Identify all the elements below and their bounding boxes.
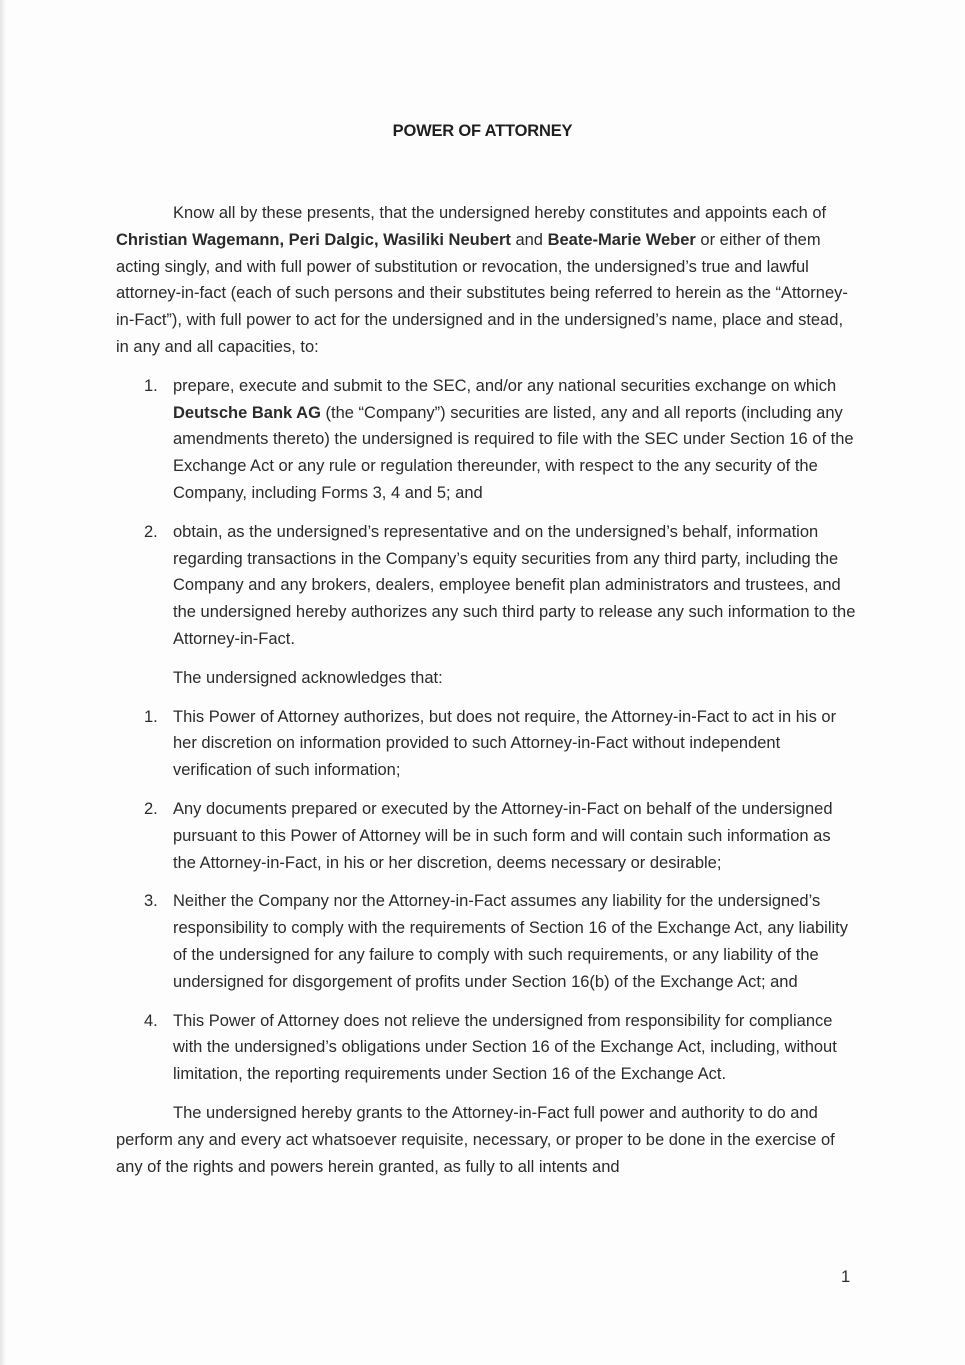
list-number: 1. xyxy=(144,707,158,726)
intro-paragraph xyxy=(116,200,856,361)
attorney-name-last: Beate-Marie Weber xyxy=(547,230,696,249)
page-edge-shadow xyxy=(0,0,6,1365)
intro-text-1: Know all by these presents, that the undersigned hereby constitutes and appoints each of xyxy=(173,204,827,222)
list-item xyxy=(116,373,856,507)
list-number: 3. xyxy=(144,892,158,911)
acknowledgements-list xyxy=(116,704,856,1088)
list-item xyxy=(116,704,856,784)
document-body xyxy=(116,200,856,1180)
attorney-names: Christian Wagemann, Peri Dalgic, Wasiliki Neubert xyxy=(116,230,511,249)
list-number: 2. xyxy=(144,522,158,541)
list-item xyxy=(116,796,856,876)
acknowledgement-3-text: Neither the Company nor the Attorney-in-Fact assumes any liability for the undersigned’s responsibility to comply with the requirements of Section 16 of the Exchange Act, any liability of the undersigned for any failure to comply with such requirements, or any liability of the undersigned for disgorgement of profits under Section 16(b) of the Exchange Act; and xyxy=(173,892,849,991)
acknowledgement-lead: The undersigned acknowledges that: xyxy=(173,668,443,687)
page-number: 1 xyxy=(841,1268,851,1286)
powers-list xyxy=(116,373,856,653)
document-title: POWER OF ATTORNEY xyxy=(392,122,573,140)
closing-paragraph: The undersigned hereby grants to the Attorney-in-Fact full power and authority to do and perform any and every act whatsoever requisite, necessary, or proper to be done in the exercise of any of the rights and powers herein granted, as fully to all intents and xyxy=(116,1103,835,1176)
acknowledgement-2-text: Any documents prepared or executed by the Attorney-in-Fact on behalf of the undersigned pursuant to this Power of Attorney will be in such form and will contain such information as the Attorney-in-Fact, in his or her discretion, deems necessary or desirable; xyxy=(173,799,833,872)
intro-text-3: or either of them acting singly, and with full power of substitution or revocation, the undersigned’s true and lawful attorney-in-fact (each of such persons and their substitutes being referred to herein as the “Attorney-in-Fact”), with full power to act for the undersigned and in the undersigned’s name, place and stead, in any and all capacities, to: xyxy=(116,230,848,356)
company-name: Deutsche Bank AG xyxy=(173,403,321,422)
acknowledgement-4-text: This Power of Attorney does not relieve the undersigned from responsibility for compliance with the undersigned’s obligations under Section 16 of the Exchange Act, including, without limitation, the reporting requirements under Section 16 of the Exchange Act. xyxy=(173,1011,837,1084)
list-item xyxy=(116,1008,856,1088)
list-item xyxy=(116,519,856,653)
acknowledgement-1-text: This Power of Attorney authorizes, but does not require, the Attorney-in-Fact to act in his or her discretion on information provided to such Attorney-in-Fact without independent verification of such information; xyxy=(173,707,837,780)
intro-text-2: and xyxy=(510,230,548,249)
power-1-text-1: prepare, execute and submit to the SEC, and/or any national securities exchange on which xyxy=(173,376,837,395)
list-number: 1. xyxy=(144,376,158,395)
list-item xyxy=(116,888,856,995)
list-number: 2. xyxy=(144,799,158,818)
list-number: 4. xyxy=(144,1011,158,1030)
power-2-text: obtain, as the undersigned’s representative and on the undersigned’s behalf, information regarding transactions in the Company’s equity securities from any third party, including the Company and any brokers, dealers, employee benefit plan administrators and trustees, and the undersigned hereby authorizes any such third party to release any such information to the Attorney-in-Fact. xyxy=(173,522,856,648)
power-1-text-2: (the “Company”) securities are listed, any and all reports (including any amendments thereto) the undersigned is required to file with the SEC under Section 16 of the Exchange Act or any rule or regulation thereunder, with respect to the any security of the Company, including Forms 3, 4 and 5; and xyxy=(173,403,854,502)
